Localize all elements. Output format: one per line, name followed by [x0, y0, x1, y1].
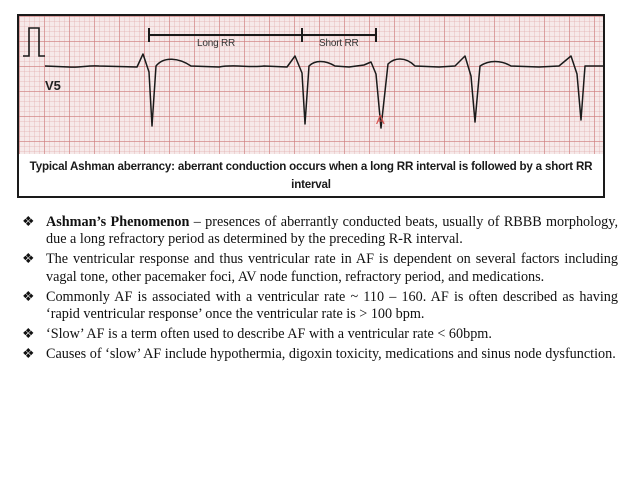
figure-caption: Typical Ashman aberrancy: aberrant conduction occurs when a long RR interval is followed by a short RR interval — [19, 154, 603, 198]
diamond-bullet-icon: ❖ — [22, 347, 35, 363]
short-rr-label: Short RR — [319, 38, 359, 49]
bullet-item — [22, 289, 618, 323]
bullet-item — [22, 346, 618, 363]
diamond-bullet-icon: ❖ — [22, 252, 35, 268]
lead-label: V5 — [45, 78, 61, 93]
bullet-text: – presences of aberrantly conducted beats, usually of RBBB morphology, due a long refractory period as determined by the preceding R-R interval. — [46, 214, 618, 248]
ecg-figure — [17, 14, 605, 198]
diamond-bullet-icon: ❖ — [22, 327, 35, 343]
bullet-list — [22, 214, 618, 367]
ecg-strip — [19, 16, 603, 154]
bullet-item — [22, 326, 618, 343]
aberrant-beat-marker: A — [376, 112, 385, 127]
bullet-item — [22, 214, 618, 248]
diamond-bullet-icon: ❖ — [22, 215, 35, 230]
ecg-trace-svg — [19, 16, 603, 154]
bullet-text: Commonly AF is associated with a ventricular rate ~ 110 – 160. AF is often described as having ‘rapid ventricular response’ once the ventricular rate is > 100 bpm. — [46, 288, 618, 323]
calibration-pulse — [23, 28, 45, 56]
bullet-term: Ashman’s Phenomenon — [46, 214, 190, 230]
bullet-text: Causes of ‘slow’ AF include hypothermia, digoxin toxicity, medications and sinus node dysfunction. — [46, 346, 616, 363]
ecg-trace — [45, 54, 603, 128]
bullet-text: The ventricular response and thus ventricular rate in AF is dependent on several factors including vagal tone, other pacemaker foci, AV node function, refractory period, and medications. — [46, 251, 618, 285]
long-rr-label: Long RR — [197, 38, 236, 49]
bullet-text: ‘Slow’ AF is a term often used to describe AF with a ventricular rate < 60bpm. — [46, 326, 492, 343]
diamond-bullet-icon: ❖ — [22, 289, 35, 305]
bullet-item — [22, 251, 618, 285]
